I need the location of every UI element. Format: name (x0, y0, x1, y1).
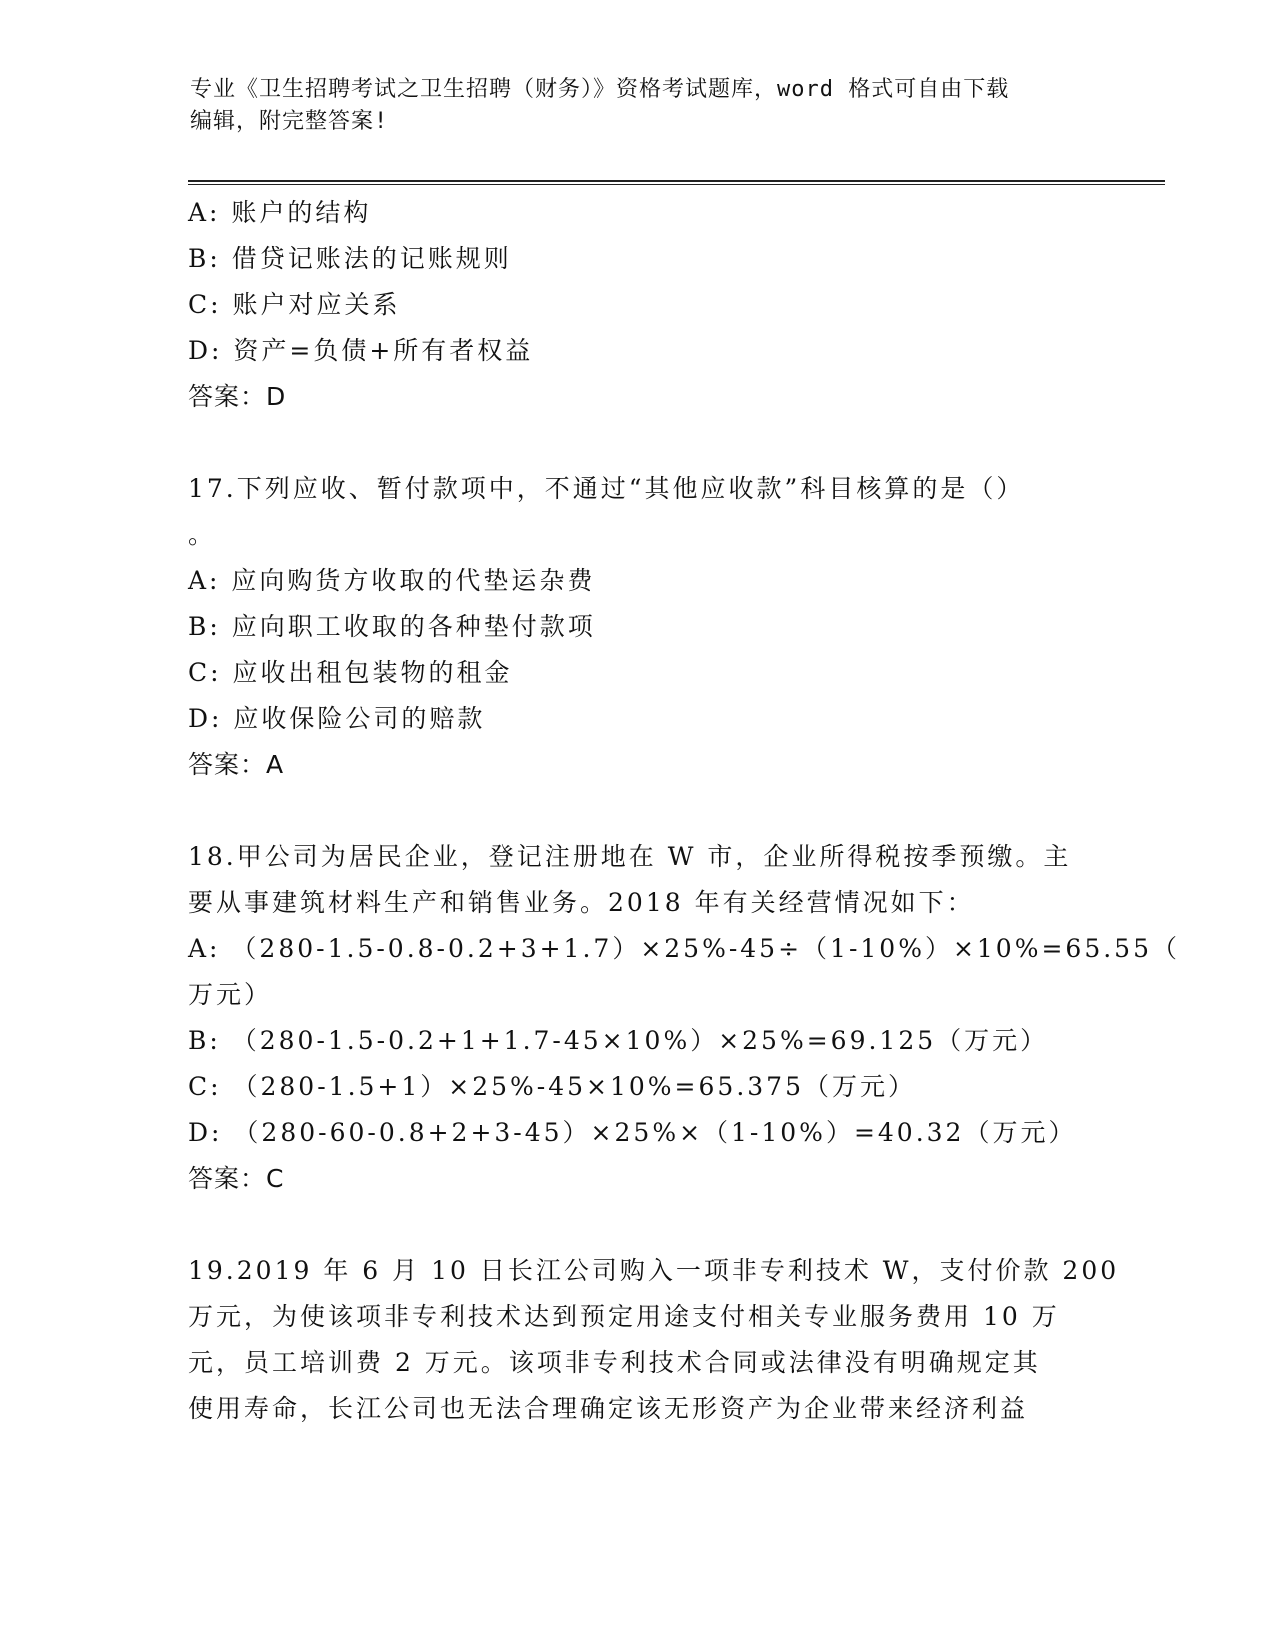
question-stem: 。 (188, 520, 217, 549)
spacer (188, 788, 1088, 834)
question-stem: 万元，为使该项非专利技术达到预定用途支付相关专业服务费用 10 万 (188, 1302, 1060, 1331)
option-d: D: （280-60-0.8+2+3-45）×25%×（1-10%）=40.32（万元） (188, 1118, 1077, 1147)
question-stem: 19.2019 年 6 月 10 日长江公司购入一项非专利技术 W，支付价款 200 (188, 1256, 1120, 1285)
option-d: D: 应收保险公司的赔款 (188, 704, 486, 733)
answer: 答案：D (188, 382, 287, 411)
option-c: C: 应收出租包装物的租金 (188, 658, 513, 687)
header-divider-thick (188, 180, 1165, 182)
option-b: B: （280-1.5-0.2+1+1.7-45×10%）×25%=69.125（万元） (188, 1026, 1049, 1055)
option-a: A: 账户的结构 (188, 198, 372, 227)
question-stem: 17.下列应收、暂付款项中，不通过“其他应收款”科目核算的是（） (188, 474, 1025, 503)
question-content (188, 190, 1180, 1432)
header-line-2: 编辑，附完整答案! (190, 109, 389, 134)
question-18 (188, 834, 1180, 1202)
answer: 答案：C (188, 1164, 285, 1193)
option-d: D: 资产=负债+所有者权益 (188, 336, 534, 365)
question-stem: 使用寿命，长江公司也无法合理确定该无形资产为企业带来经济利益 (188, 1394, 1029, 1423)
spacer (188, 420, 1088, 466)
question-17 (188, 466, 1088, 788)
option-c: C: （280-1.5+1）×25%-45×10%=65.375（万元） (188, 1072, 916, 1101)
answer: 答案：A (188, 750, 285, 779)
question-19 (188, 1248, 1120, 1432)
document-header (190, 74, 1090, 138)
question-stem: 元，员工培训费 2 万元。该项非专利技术合同或法律没有明确规定其 (188, 1348, 1041, 1377)
question-stem: 18.甲公司为居民企业，登记注册地在 W 市，企业所得税按季预缴。主 (188, 842, 1072, 871)
option-b: B: 借贷记账法的记账规则 (188, 244, 512, 273)
option-b: B: 应向职工收取的各种垫付款项 (188, 612, 596, 641)
option-a: A: 应向购货方收取的代垫运杂费 (188, 566, 596, 595)
option-c: C: 账户对应关系 (188, 290, 401, 319)
question-stem: 要从事建筑材料生产和销售业务。2018 年有关经营情况如下： (188, 888, 975, 917)
header-divider-thin (188, 184, 1165, 185)
option-a-continued: 万元） (188, 980, 273, 1009)
spacer (188, 1202, 1088, 1248)
option-a: A: （280-1.5-0.8-0.2+3+1.7）×25%-45÷（1-10%）×10%=65.55（ (188, 934, 1180, 963)
question-16 (188, 190, 1088, 420)
header-line-1: 专业《卫生招聘考试之卫生招聘（财务）》资格考试题库，word 格式可自由下载 (190, 77, 1010, 102)
